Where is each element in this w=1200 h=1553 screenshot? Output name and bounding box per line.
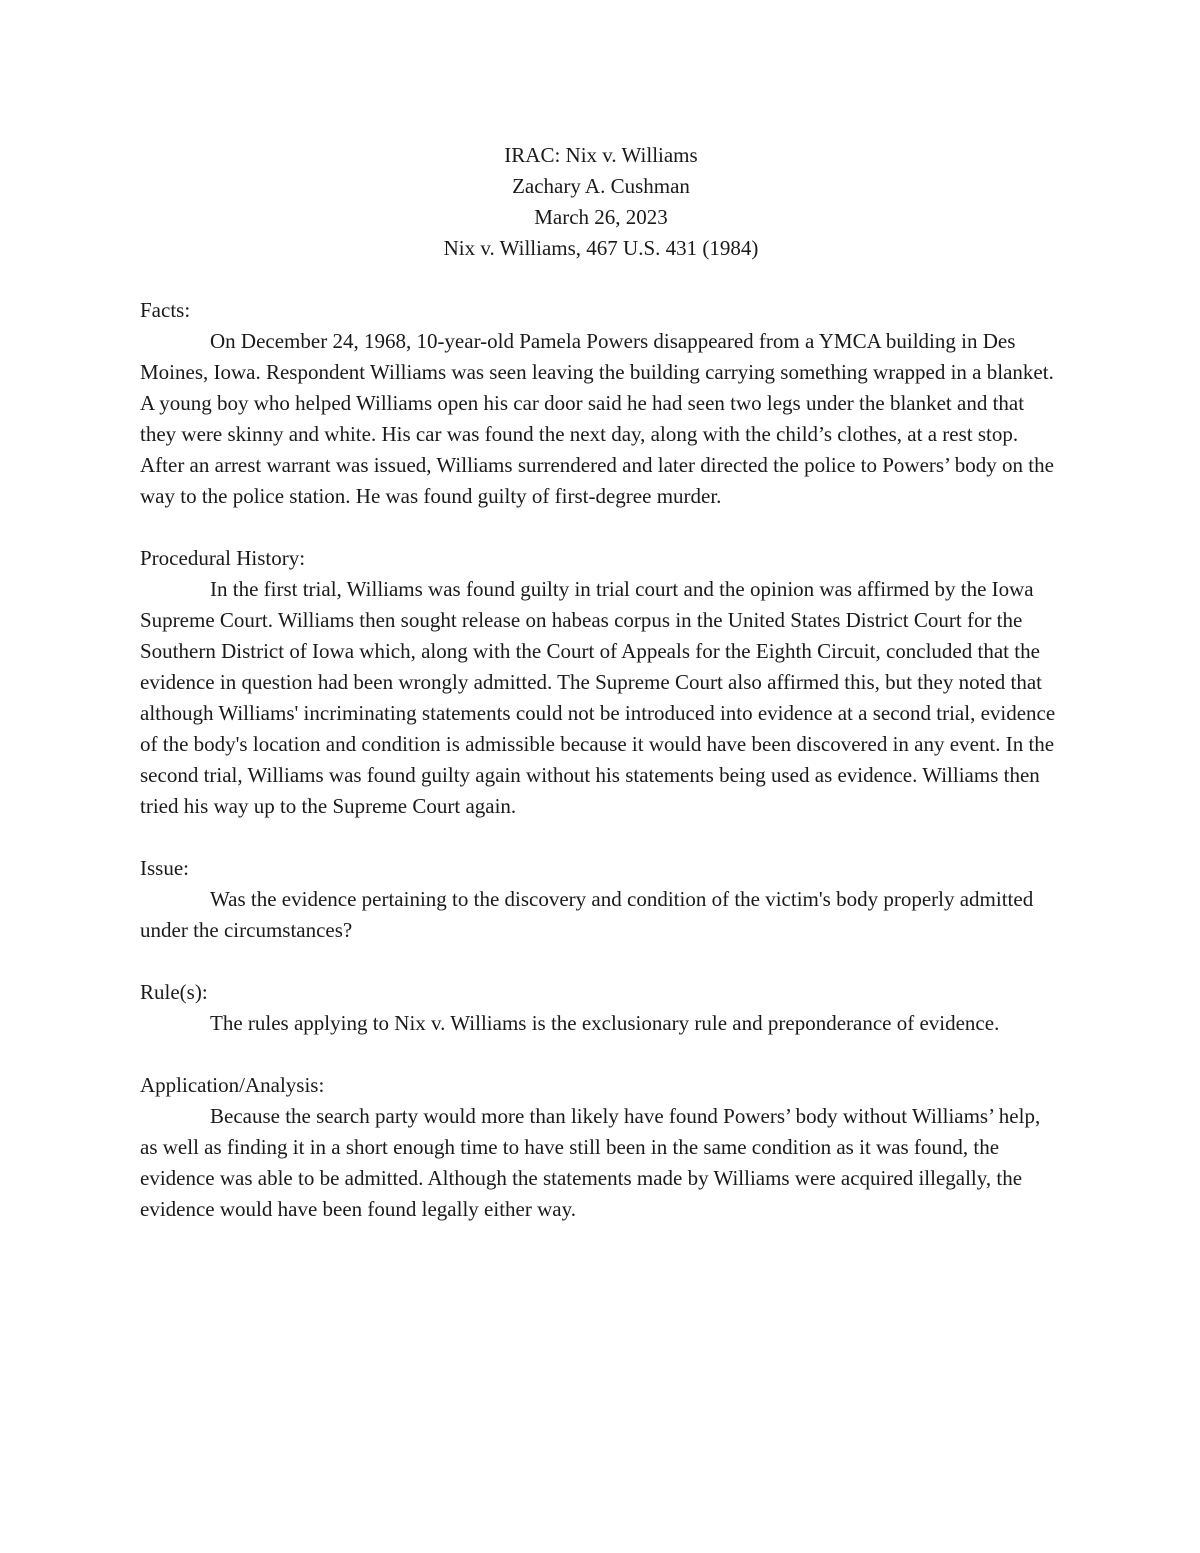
document-header	[140, 140, 1062, 264]
section-procedural-history	[140, 543, 1062, 822]
section-facts	[140, 295, 1062, 512]
section-application-analysis	[140, 1070, 1062, 1225]
section-body: In the first trial, Williams was found guilty in trial court and the opinion was affirmed by the Iowa Supreme Court. Williams then sought release on habeas corpus in the United States District Court for the Southern District of Iowa which, along with the Court of Appeals for the Eighth Circuit, concluded that the evidence in question had been wrongly admitted. The Supreme Court also affirmed this, but they noted that although Williams' incriminating statements could not be introduced into evidence at a second trial, evidence of the body's location and condition is admissible because it would have been discovered in any event. In the second trial, Williams was found guilty again without his statements being used as evidence. Williams then tried his way up to the Supreme Court again.	[140, 577, 1056, 818]
section-heading: Rule(s):	[140, 980, 208, 1004]
section-heading: Facts:	[140, 298, 191, 322]
document-date: March 26, 2023	[534, 205, 668, 229]
section-heading: Procedural History:	[140, 546, 306, 570]
section-body: Because the search party would more than likely have found Powers’ body without Williams’ help, as well as finding it in a short enough time to have still been in the same condition as it was found, the evidence was able to be admitted. Although the statements made by Williams were acquired illegally, the evidence would have been found legally either way.	[140, 1104, 1041, 1221]
document-content	[140, 140, 1062, 1256]
section-heading: Issue:	[140, 856, 189, 880]
section-heading: Application/Analysis:	[140, 1073, 325, 1097]
document-title: IRAC: Nix v. Williams	[504, 143, 698, 167]
section-body: Was the evidence pertaining to the discovery and condition of the victim's body properly admitted under the circumstances?	[140, 887, 1034, 942]
case-citation: Nix v. Williams, 467 U.S. 431 (1984)	[443, 236, 759, 260]
section-body: On December 24, 1968, 10-year-old Pamela Powers disappeared from a YMCA building in Des Moines, Iowa. Respondent Williams was seen leaving the building carrying something wrapped in a blanket. A young boy who helped Williams open his car door said he had seen two legs under the blanket and that they were skinny and white. His car was found the next day, along with the child’s clothes, at a rest stop. After an arrest warrant was issued, Williams surrendered and later directed the police to Powers’ body on the way to the police station. He was found guilty of first-degree murder.	[140, 329, 1054, 508]
section-body: The rules applying to Nix v. Williams is the exclusionary rule and preponderance of evidence.	[210, 1011, 1000, 1035]
author-name: Zachary A. Cushman	[512, 174, 690, 198]
section-rules	[140, 977, 1062, 1039]
section-issue	[140, 853, 1062, 946]
